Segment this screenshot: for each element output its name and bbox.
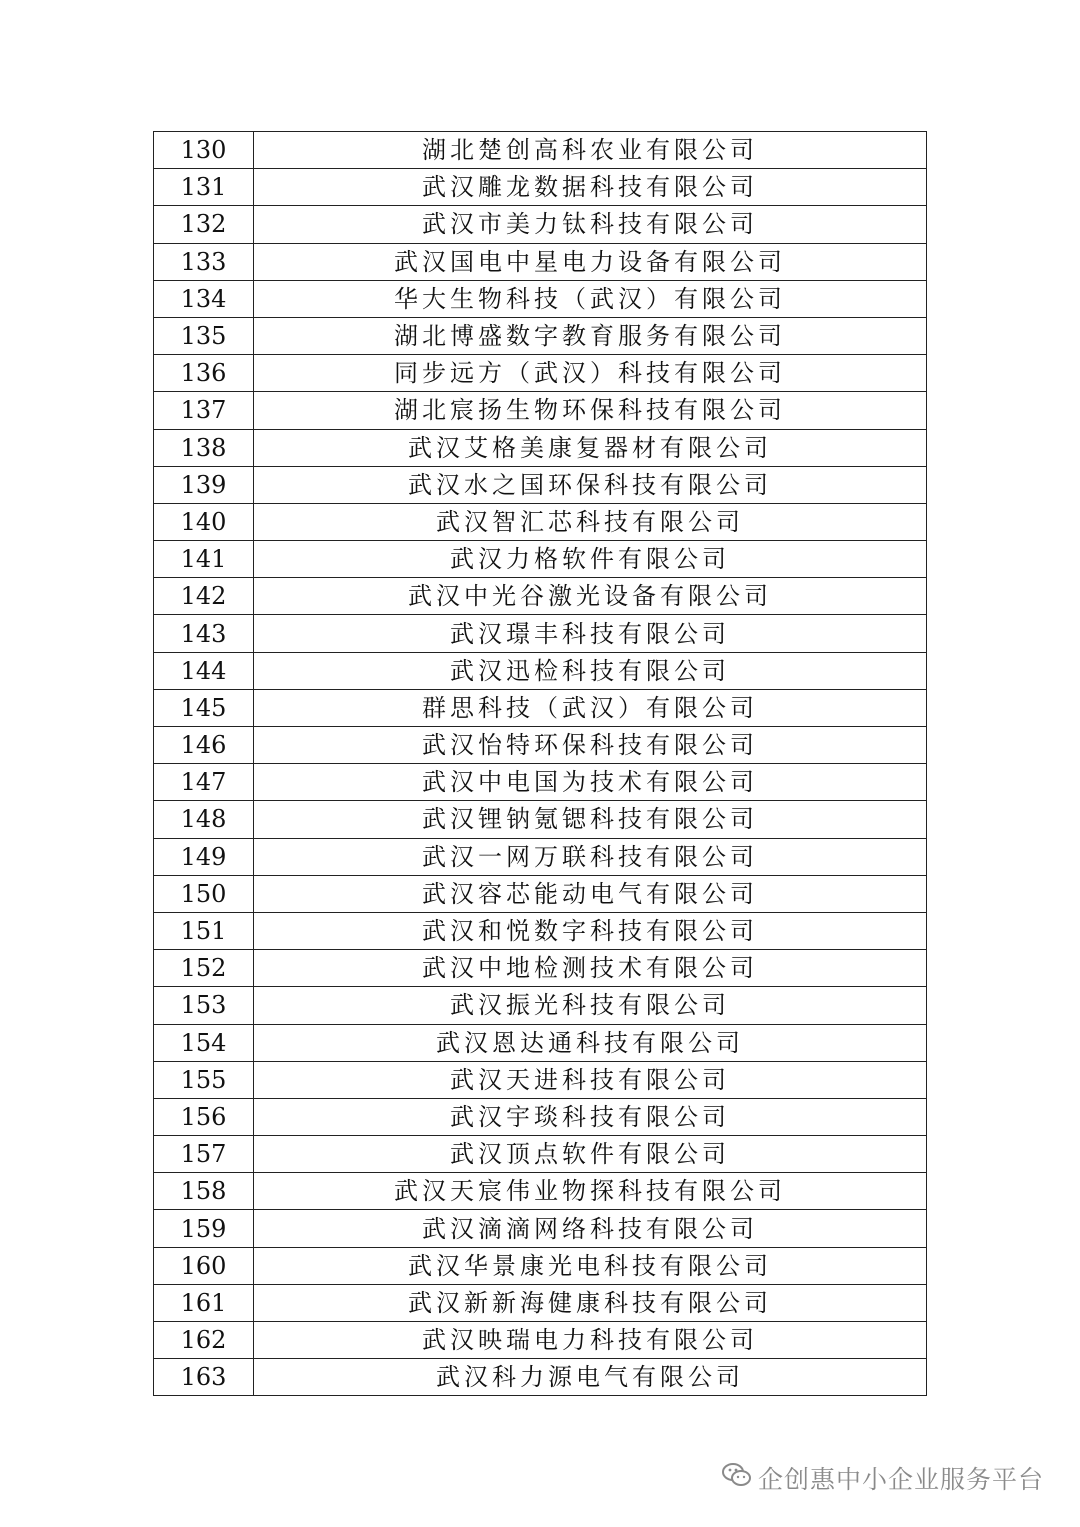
watermark-text: 企创惠中小企业服务平台 <box>757 1465 1044 1494</box>
company-name: 武汉和悦数字科技有限公司 <box>254 912 927 949</box>
row-number: 134 <box>154 280 254 317</box>
company-name: 武汉滴滴网络科技有限公司 <box>254 1210 927 1247</box>
table-row <box>154 950 927 987</box>
company-name: 武汉迅检科技有限公司 <box>254 652 927 689</box>
company-name: 武汉华景康光电科技有限公司 <box>254 1247 927 1284</box>
row-number: 130 <box>154 132 254 169</box>
row-number: 138 <box>154 429 254 466</box>
company-name: 同步远方（武汉）科技有限公司 <box>254 355 927 392</box>
company-name: 武汉振光科技有限公司 <box>254 987 927 1024</box>
row-number: 147 <box>154 764 254 801</box>
row-number: 144 <box>154 652 254 689</box>
row-number: 153 <box>154 987 254 1024</box>
table-row <box>154 355 927 392</box>
row-number: 159 <box>154 1210 254 1247</box>
table-row <box>154 503 927 540</box>
company-name: 武汉水之国环保科技有限公司 <box>254 466 927 503</box>
row-number: 132 <box>154 206 254 243</box>
table-row <box>154 1024 927 1061</box>
table-body <box>154 132 927 1396</box>
row-number: 152 <box>154 950 254 987</box>
table-row <box>154 764 927 801</box>
company-name: 武汉顶点软件有限公司 <box>254 1136 927 1173</box>
table-row <box>154 392 927 429</box>
table-row <box>154 689 927 726</box>
table-row <box>154 912 927 949</box>
company-name: 武汉雕龙数据科技有限公司 <box>254 169 927 206</box>
company-name: 武汉锂钠氪锶科技有限公司 <box>254 801 927 838</box>
row-number: 151 <box>154 912 254 949</box>
table-row <box>154 466 927 503</box>
table-row <box>154 1210 927 1247</box>
row-number: 161 <box>154 1284 254 1321</box>
table-row <box>154 1098 927 1135</box>
company-name: 武汉中电国为技术有限公司 <box>254 764 927 801</box>
company-name: 湖北宸扬生物环保科技有限公司 <box>254 392 927 429</box>
row-number: 143 <box>154 615 254 652</box>
company-name: 群思科技（武汉）有限公司 <box>254 689 927 726</box>
table-row <box>154 206 927 243</box>
row-number: 139 <box>154 466 254 503</box>
row-number: 158 <box>154 1173 254 1210</box>
table-row <box>154 727 927 764</box>
row-number: 160 <box>154 1247 254 1284</box>
row-number: 142 <box>154 578 254 615</box>
company-name: 武汉市美力钛科技有限公司 <box>254 206 927 243</box>
row-number: 155 <box>154 1061 254 1098</box>
company-name: 武汉容芯能动电气有限公司 <box>254 875 927 912</box>
row-number: 146 <box>154 727 254 764</box>
company-name: 武汉中光谷激光设备有限公司 <box>254 578 927 615</box>
company-name: 湖北楚创高科农业有限公司 <box>254 132 927 169</box>
company-name: 武汉新新海健康科技有限公司 <box>254 1284 927 1321</box>
row-number: 137 <box>154 392 254 429</box>
row-number: 157 <box>154 1136 254 1173</box>
table-row <box>154 280 927 317</box>
row-number: 154 <box>154 1024 254 1061</box>
company-name: 武汉力格软件有限公司 <box>254 541 927 578</box>
table-row <box>154 615 927 652</box>
row-number: 145 <box>154 689 254 726</box>
row-number: 131 <box>154 169 254 206</box>
company-name: 武汉宇琰科技有限公司 <box>254 1098 927 1135</box>
row-number: 150 <box>154 875 254 912</box>
table-row <box>154 875 927 912</box>
company-name: 武汉天进科技有限公司 <box>254 1061 927 1098</box>
company-name: 武汉恩达通科技有限公司 <box>254 1024 927 1061</box>
table-row <box>154 801 927 838</box>
table-row <box>154 1173 927 1210</box>
company-list-table <box>153 131 927 1396</box>
table-row <box>154 132 927 169</box>
table-row <box>154 1247 927 1284</box>
company-name: 武汉智汇芯科技有限公司 <box>254 503 927 540</box>
row-number: 141 <box>154 541 254 578</box>
company-name: 武汉怡特环保科技有限公司 <box>254 727 927 764</box>
table-row <box>154 1284 927 1321</box>
company-name: 武汉一网万联科技有限公司 <box>254 838 927 875</box>
table-row <box>154 578 927 615</box>
table-row <box>154 429 927 466</box>
row-number: 162 <box>154 1322 254 1359</box>
table-row <box>154 838 927 875</box>
row-number: 136 <box>154 355 254 392</box>
table-row <box>154 1322 927 1359</box>
row-number: 149 <box>154 838 254 875</box>
table-row <box>154 987 927 1024</box>
company-name: 武汉天宸伟业物探科技有限公司 <box>254 1173 927 1210</box>
table-row <box>154 1061 927 1098</box>
company-name: 武汉中地检测技术有限公司 <box>254 950 927 987</box>
table-row <box>154 169 927 206</box>
company-name: 武汉璟丰科技有限公司 <box>254 615 927 652</box>
company-name: 武汉映瑞电力科技有限公司 <box>254 1322 927 1359</box>
table-row <box>154 1136 927 1173</box>
row-number: 135 <box>154 317 254 354</box>
company-name: 湖北博盛数字教育服务有限公司 <box>254 317 927 354</box>
company-name: 华大生物科技（武汉）有限公司 <box>254 280 927 317</box>
row-number: 163 <box>154 1359 254 1396</box>
table-row <box>154 652 927 689</box>
table-row <box>154 1359 927 1396</box>
watermark <box>722 1460 1044 1496</box>
row-number: 156 <box>154 1098 254 1135</box>
table-row <box>154 317 927 354</box>
table-row <box>154 541 927 578</box>
company-name: 武汉艾格美康复器材有限公司 <box>254 429 927 466</box>
table-row <box>154 243 927 280</box>
row-number: 140 <box>154 503 254 540</box>
row-number: 148 <box>154 801 254 838</box>
company-name: 武汉科力源电气有限公司 <box>254 1359 927 1396</box>
row-number: 133 <box>154 243 254 280</box>
company-name: 武汉国电中星电力设备有限公司 <box>254 243 927 280</box>
wechat-icon <box>722 1462 758 1494</box>
